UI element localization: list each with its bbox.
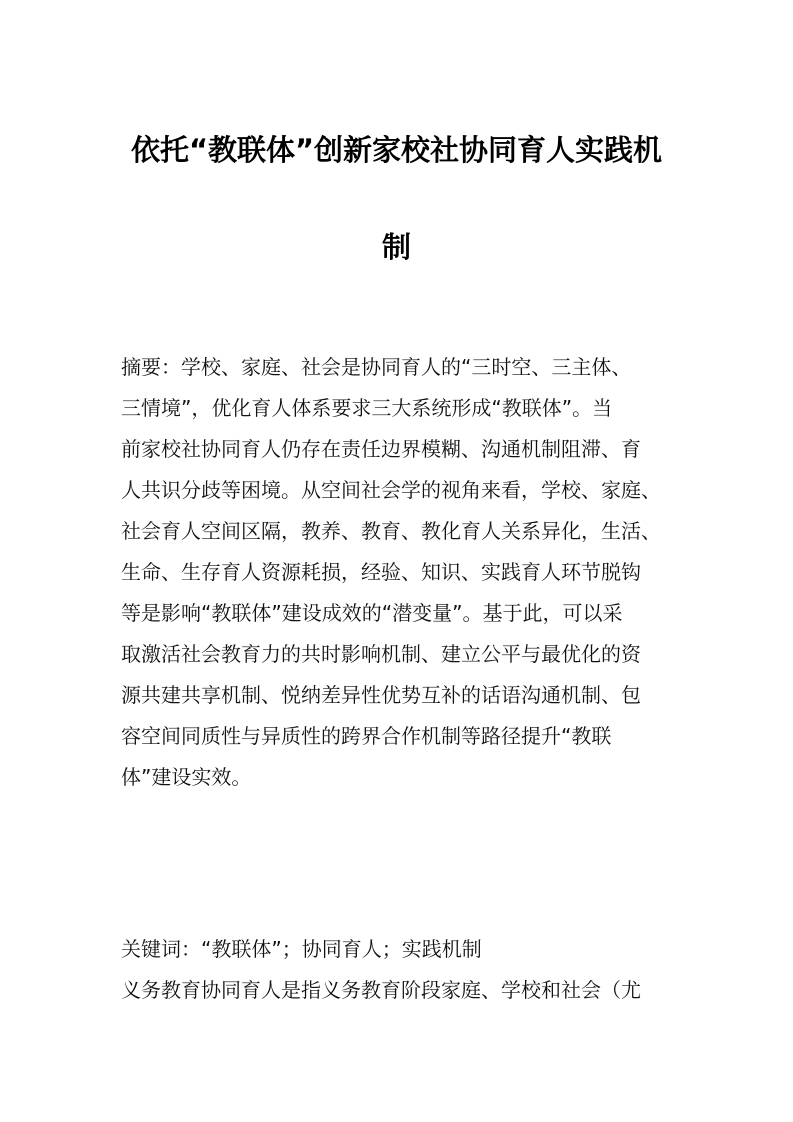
abstract-line: 源共建共享机制、悦纳差异性优势互补的话语沟通机制、包 — [121, 683, 641, 707]
body-paragraph — [121, 970, 701, 1011]
abstract-paragraph — [121, 347, 701, 798]
abstract-line: 容空间同质性与异质性的跨界合作机制等路径提升“教联 — [121, 724, 612, 748]
abstract-line: 生命、生存育人资源耗损，经验、知识、实践育人环节脱钩 — [121, 560, 641, 584]
abstract-line: 体”建设实效。 — [121, 765, 252, 789]
abstract-line: 三情境”，优化育人体系要求三大系统形成“教联体”。当 — [121, 396, 613, 420]
document-title-line-2: 制 — [381, 230, 411, 264]
abstract-line: 前家校社协同育人仍存在责任边界模糊、沟通机制阻滞、育 — [121, 437, 641, 461]
abstract-line: 摘要：学校、家庭、社会是协同育人的“三时空、三主体、 — [121, 355, 632, 379]
keywords-line — [121, 929, 701, 970]
abstract-line: 社会育人空间区隔，教养、教育、教化育人关系异化，生活、 — [121, 519, 661, 543]
body-line: 义务教育协同育人是指义务教育阶段家庭、学校和社会（尤 — [121, 978, 641, 1002]
document-title-line-1: 依托“教联体”创新家校社协同育人实践机 — [130, 133, 663, 167]
keywords-text: 关键词：“教联体”；协同育人；实践机制 — [121, 937, 482, 961]
abstract-line: 人共识分歧等困境。从空间社会学的视角来看，学校、家庭、 — [121, 478, 661, 502]
abstract-line: 取激活社会教育力的共时影响机制、建立公平与最优化的资 — [121, 642, 641, 666]
abstract-line: 等是影响“教联体”建设成效的“潜变量”。基于此，可以采 — [121, 601, 623, 625]
